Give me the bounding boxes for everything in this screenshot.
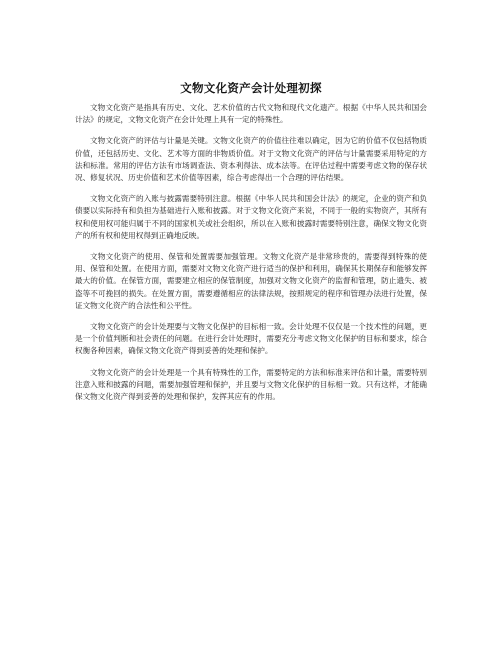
document-title: 文物文化资产会计处理初探 bbox=[180, 81, 322, 95]
paragraph-recording-disclosure: 文物文化资产的入账与披露需要特别注意。根据《中华人民共和国会计法》的规定，企业的资产和负债要以实际持有和负担为基础进行入账和披露。对于文物文化资产来说，不同于一般的实物资产，其所有权和使用权可能归属于不同的国家机关或社会组织，所以在入账和披露时需要特别注意，确保文物文化资产的所有权和使用权得到正确地反映。 bbox=[75, 194, 427, 240]
paragraph-protection-goal: 文物文化资产的会计处理要与文物文化保护的目标相一致。会计处理不仅仅是一个技术性的问题，更是一个价值判断和社会责任的问题。在进行会计处理时，需要充分考虑文物文化保护的目标和要求，综合权衡各种因素，确保文物文化资产得到妥善的处理和保护。 bbox=[75, 322, 427, 356]
paragraph-intro: 文物文化资产是指具有历史、文化、艺术价值的古代文物和现代文化遗产。根据《中华人民共和国会计法》的规定，文物文化资产在会计处理上具有一定的特殊性。 bbox=[75, 103, 427, 125]
paragraph-conclusion: 文物文化资产的会计处理是一个具有特殊性的工作，需要特定的方法和标准来评估和计量，需要特别注意入账和披露的问题，需要加强管理和保护，并且要与文物文化保护的目标相一致。只有这样，才能确保文物文化资产得到妥善的处理和保护，发挥其应有的作用。 bbox=[75, 367, 427, 402]
document-body bbox=[75, 102, 427, 412]
paragraph-valuation: 文物文化资产的评估与计量是关键。文物文化资产的价值往往难以确定，因为它的价值不仅包括物质价值，还包括历史、文化、艺术等方面的非物质价值。对于文物文化资产的评估与计量需要采用特定的方法和标准。常用的评估方法有市场调查法、资本利得法、成本法等。在评估过程中需要考虑文物的保存状况、修复状况、历史价值和艺术价值等因素，综合考虑得出一个合理的评估结果。 bbox=[75, 136, 427, 183]
paragraph-management: 文物文化资产的使用、保管和处置需要加强管理。文物文化资产是非常珍贵的，需要得到特殊的使用、保管和处置。在使用方面，需要对文物文化资产进行适当的保护和利用，确保其长期保存和能够发挥最大的价值。在保管方面，需要建立相应的保管制度，加强对文物文化资产的监督和管理，防止遗失、被盗等不可挽回的损失。在处置方面，需要遵循相应的法律法规，按照规定的程序和管理办法进行处置，保证文物文化资产的合法性和公平性。 bbox=[75, 252, 427, 310]
